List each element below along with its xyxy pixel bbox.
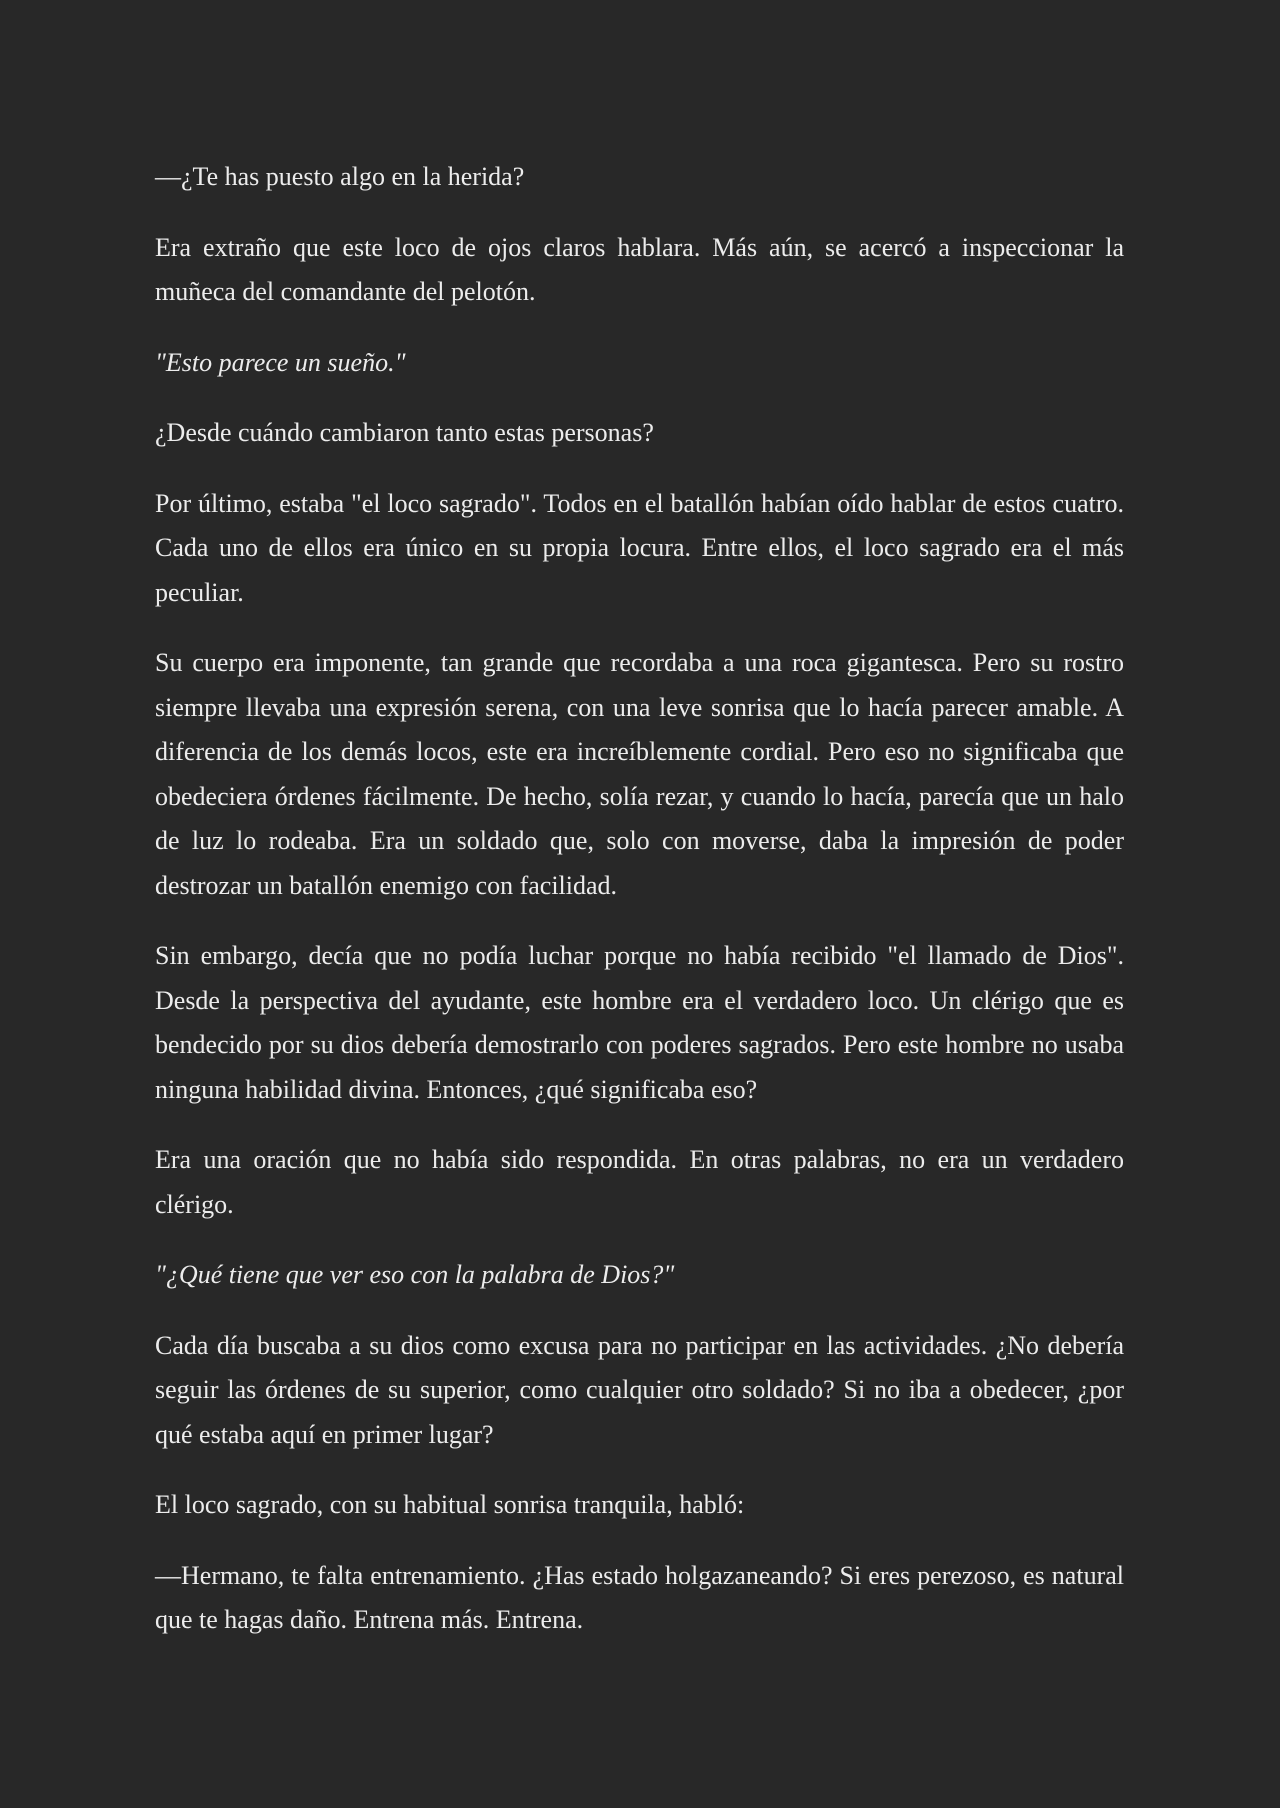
paragraph-6: Su cuerpo era imponente, tan grande que recordaba a una roca gigantesca. Pero su rostro siempre llevaba una expresión serena, con una leve sonrisa que lo hacía parecer amable. A diferencia de los demás locos, este era increíblemente cordial. Pero eso no significaba que obedeciera órdenes fácilmente. De hecho, solía rezar, y cuando lo hacía, parecía que un halo de luz lo rodeaba. Era un soldado que, solo con moverse, daba la impresión de poder destrozar un batallón enemigo con facilidad.: [155, 648, 1124, 900]
paragraph-1: —¿Te has puesto algo en la herida?: [155, 162, 525, 191]
paragraph-7: Sin embargo, decía que no podía luchar porque no había recibido "el llamado de Dios". Desde la perspectiva del ayudante, este hombre era el verdadero loco. Un clérigo que es bendecido por su dios debería demostrarlo con poderes sagrados. Pero este hombre no usaba ninguna habilidad divina. Entonces, ¿qué significaba eso?: [155, 941, 1124, 1104]
paragraph-4: ¿Desde cuándo cambiaron tanto estas personas?: [155, 418, 654, 447]
paragraph-8: Era una oración que no había sido respondida. En otras palabras, no era un verdadero clérigo.: [155, 1145, 1124, 1219]
paragraph-9-thought: "¿Qué tiene que ver eso con la palabra de Dios?": [155, 1260, 675, 1289]
paragraph-11: El loco sagrado, con su habitual sonrisa tranquila, habló:: [155, 1490, 745, 1519]
chapter-text: [155, 155, 1124, 1669]
paragraph-5: Por último, estaba "el loco sagrado". Todos en el batallón habían oído hablar de estos cuatro. Cada uno de ellos era único en su propia locura. Entre ellos, el loco sagrado era el más peculiar.: [155, 488, 1124, 607]
paragraph-3-thought: "Esto parece un sueño.": [155, 347, 406, 377]
paragraph-2: Era extraño que este loco de ojos claros hablara. Más aún, se acercó a inspeccionar la muñeca del comandante del pelotón.: [155, 232, 1124, 306]
paragraph-12: —Hermano, te falta entrenamiento. ¿Has estado holgazaneando? Si eres perezoso, es natural que te hagas daño. Entrena más. Entrena.: [155, 1560, 1124, 1634]
paragraph-10: Cada día buscaba a su dios como excusa para no participar en las actividades. ¿No debería seguir las órdenes de su superior, como cualquier otro soldado? Si no iba a obedecer, ¿por qué estaba aquí en primer lugar?: [155, 1330, 1124, 1449]
